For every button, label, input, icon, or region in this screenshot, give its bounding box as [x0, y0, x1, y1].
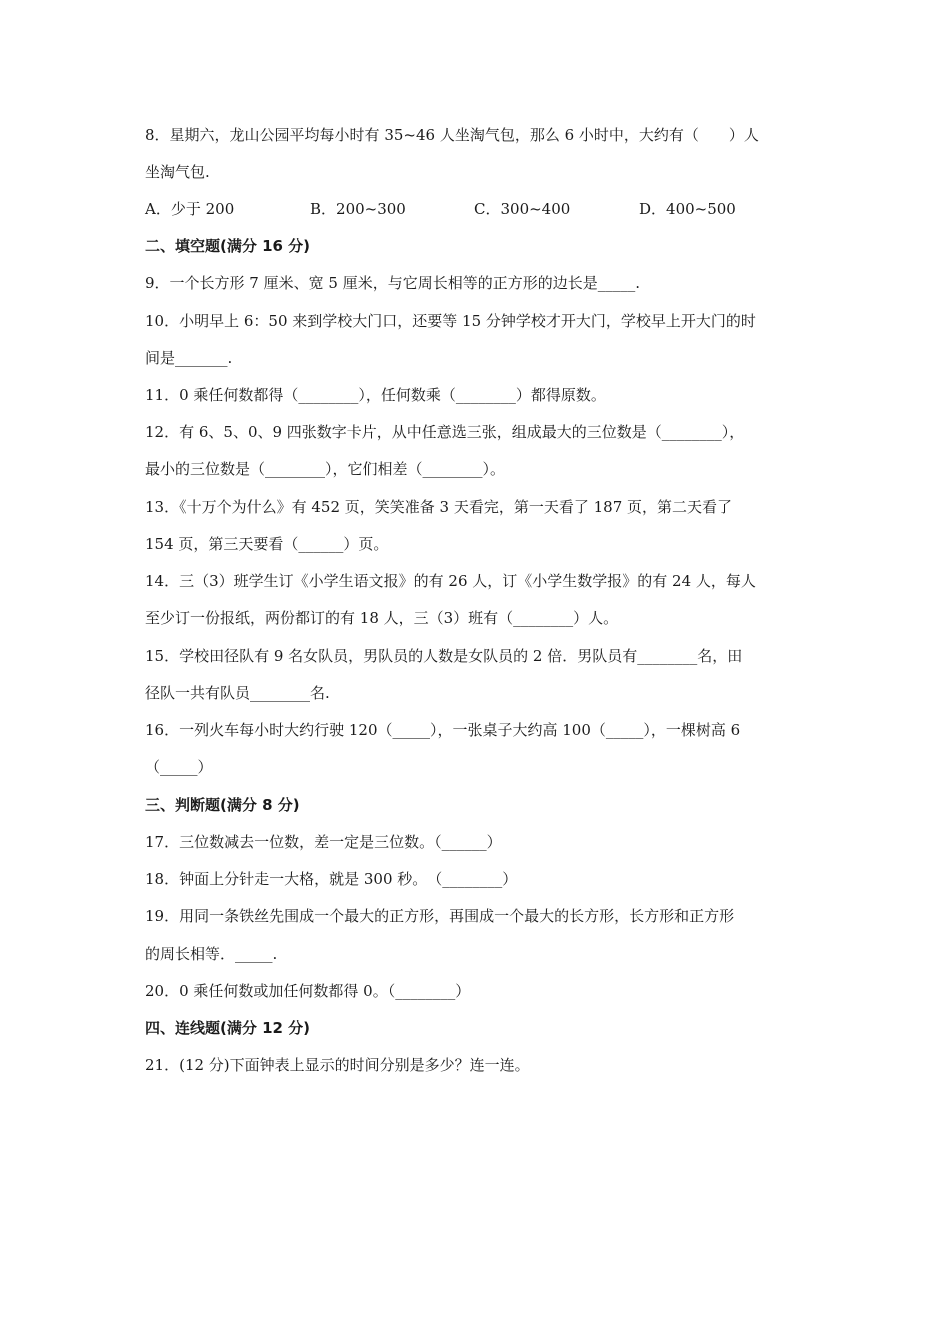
q17: 17．三位数减去一位数，差一定是三位数。（______） [145, 833, 502, 851]
q8-option-c: C．300~400 [474, 200, 571, 218]
q9: 9．一个长方形 7 厘米、宽 5 厘米，与它周长相等的正方形的边长是_____. [145, 274, 640, 292]
q15-line1: 15．学校田径队有 9 名女队员，男队员的人数是女队员的 2 倍．男队员有________名，田 [145, 647, 743, 665]
section-heading-true-false: 三、判断题(满分 8 分) [145, 796, 300, 814]
q20: 20．0 乘任何数或加任何数都得 0。（________） [145, 982, 471, 1000]
q18: 18．钟面上分针走一大格，就是 300 秒。 （________） [145, 870, 518, 888]
q8-line1: 8．星期六，龙山公园平均每小时有 35~46 人坐淘气包，那么 6 小时中，大约有（ ）人 [145, 126, 759, 144]
section-heading-matching: 四、连线题(满分 12 分) [145, 1019, 311, 1037]
q13-line2: 154 页，第三天要看（______）页。 [145, 535, 389, 553]
q21: 21．(12 分)下面钟表上显示的时间分别是多少？连一连。 [145, 1056, 530, 1074]
q8-line2: 坐淘气包. [145, 163, 210, 181]
q14-line2: 至少订一份报纸，两份都订的有 18 人，三（3）班有（________）人。 [145, 609, 619, 627]
q8-option-b: B．200~300 [310, 200, 406, 218]
q19-line2: 的周长相等．_____. [145, 945, 278, 963]
q19-line1: 19．用同一条铁丝先围成一个最大的正方形，再围成一个最大的长方形，长方形和正方形 [145, 907, 735, 925]
q12-line1: 12．有 6、5、0、9 四张数字卡片，从中任意选三张，组成最大的三位数是（________）， [145, 423, 745, 441]
q14-line1: 14．三（3）班学生订《小学生语文报》的有 26 人，订《小学生数学报》的有 24 人，每人 [145, 572, 756, 590]
q12-line2: 最小的三位数是（________），它们相差（________）。 [145, 460, 506, 478]
q8-option-d: D．400~500 [639, 200, 736, 218]
section-heading-fill-blank: 二、填空题(满分 16 分) [145, 237, 311, 255]
q10-line1: 10．小明早上 6：50 来到学校大门口，还要等 15 分钟学校才开大门，学校早上开大门的时 [145, 312, 756, 330]
q16-line2: （_____） [145, 758, 213, 776]
q10-line2: 间是_______. [145, 349, 233, 367]
q16-line1: 16．一列火车每小时大约行驶 120（_____），一张桌子大约高 100（_____），一棵树高 6 [145, 721, 741, 739]
q13-line1: 13．《十万个为什么》有 452 页，笑笑准备 3 天看完，第一天看了 187 页，第二天看了 [145, 498, 733, 516]
q11: 11．0 乘任何数都得（________），任何数乘（________）都得原数。 [145, 386, 606, 404]
q15-line2: 径队一共有队员________名. [145, 684, 330, 702]
q8-option-a: A．少于 200 [145, 200, 235, 218]
